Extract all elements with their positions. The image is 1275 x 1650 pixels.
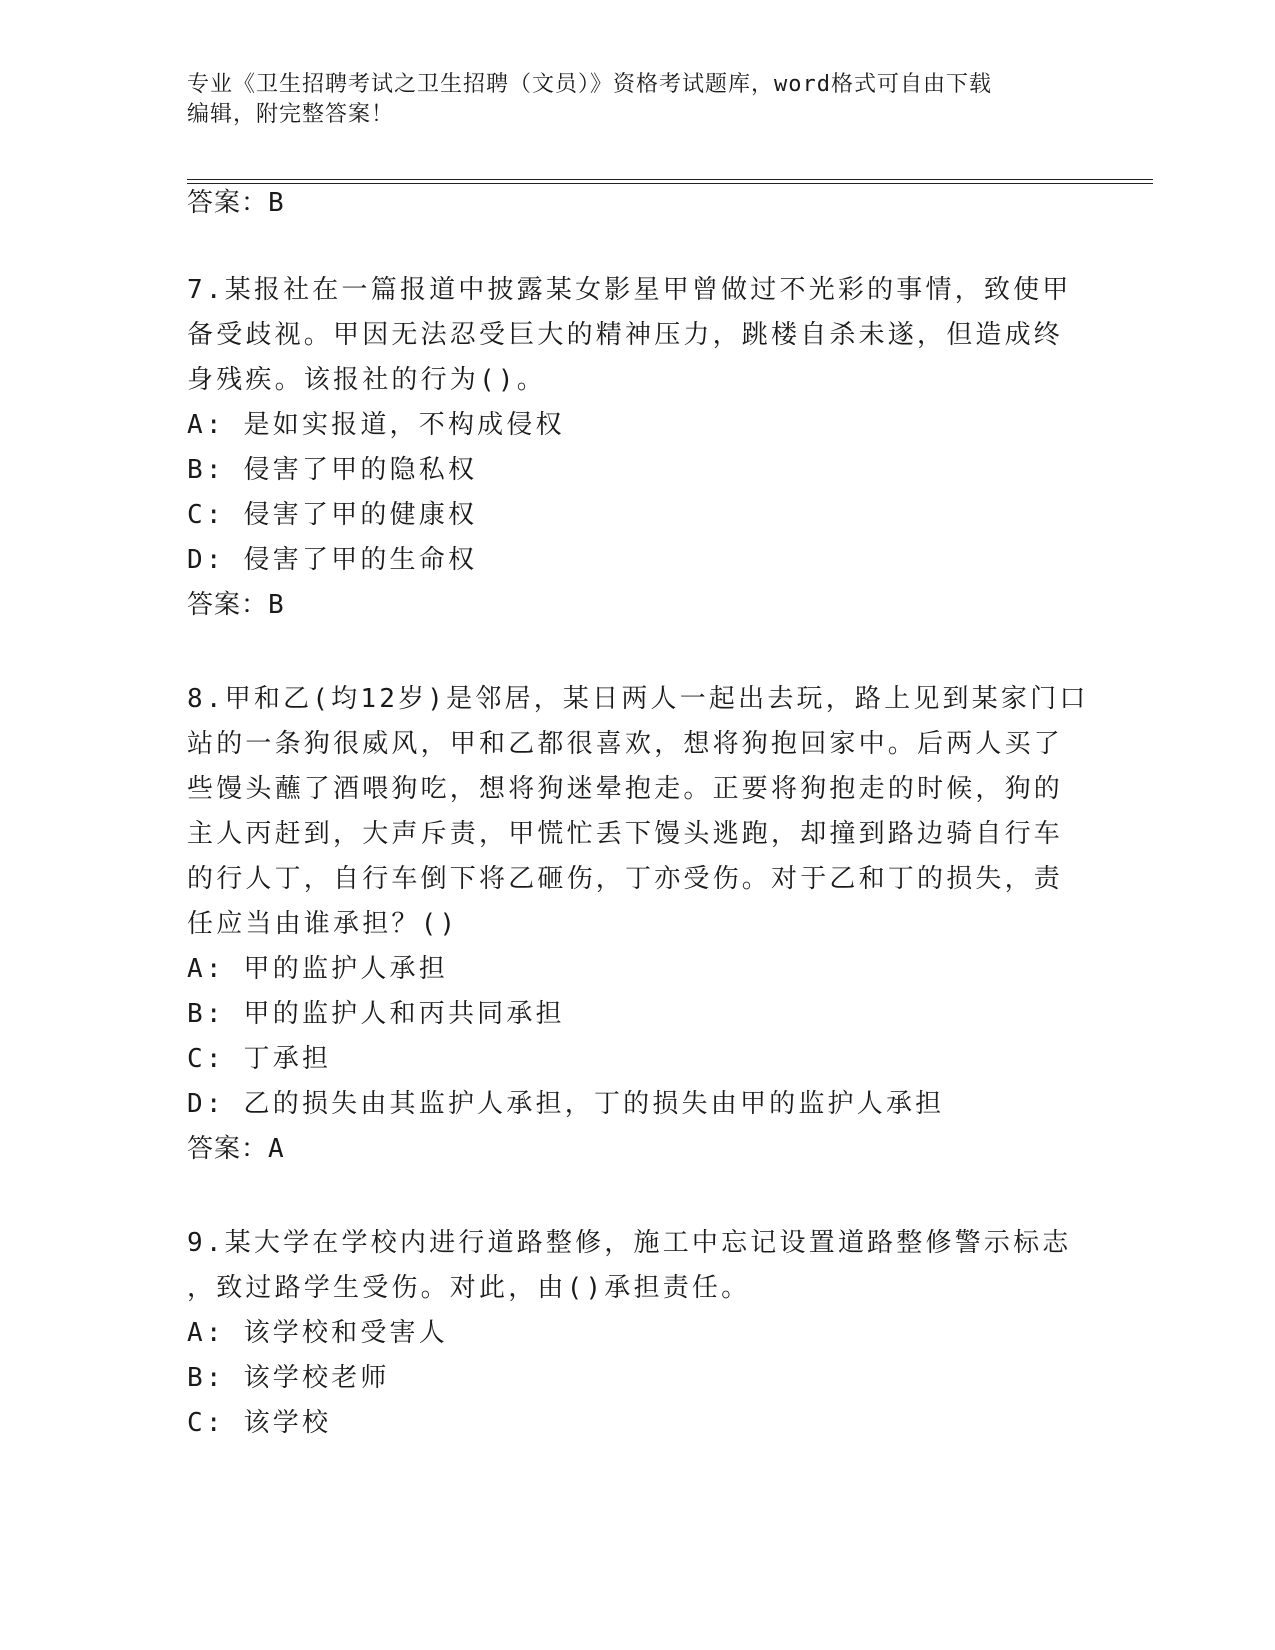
q7-option-c: C: 侵害了甲的健康权 — [187, 500, 478, 530]
q8-stem-line-6: 任应当由谁承担？() — [187, 909, 459, 939]
q9-stem-line-2: ，致过路学生受伤。对此，由()承担责任。 — [187, 1273, 751, 1303]
q8-option-a: A: 甲的监护人承担 — [187, 954, 448, 984]
q8-answer: 答案：A — [187, 1134, 285, 1164]
q8-stem-line-3: 些馒头蘸了酒喂狗吃，想将狗迷晕抱走。正要将狗抱走的时候，狗的 — [187, 774, 1064, 804]
q7-stem-line-2: 备受歧视。甲因无法忍受巨大的精神压力，跳楼自杀未遂，但造成终 — [187, 320, 1064, 350]
q9-option-b: B: 该学校老师 — [187, 1363, 390, 1393]
header-line-2: 编辑，附完整答案！ — [187, 102, 395, 127]
q7-stem-line-1: 7.某报社在一篇报道中披露某女影星甲曾做过不光彩的事情，致使甲 — [187, 275, 1072, 305]
q8-option-c: C: 丁承担 — [187, 1044, 332, 1074]
page-header — [187, 70, 1087, 130]
header-divider-top — [187, 179, 1153, 180]
q8-stem-line-1: 8.甲和乙(均12岁)是邻居，某日两人一起出去玩，路上见到某家门口 — [187, 684, 1089, 714]
q8-stem-line-4: 主人丙赶到，大声斥责，甲慌忙丢下馒头逃跑，却撞到路边骑自行车 — [187, 819, 1064, 849]
q8-stem-line-5: 的行人丁，自行车倒下将乙砸伤，丁亦受伤。对于乙和丁的损失，责 — [187, 864, 1064, 894]
q7-option-b: B: 侵害了甲的隐私权 — [187, 455, 478, 485]
q7-stem-line-3: 身残疾。该报社的行为()。 — [187, 365, 546, 395]
header-divider-bottom — [187, 183, 1153, 184]
q9-option-a: A: 该学校和受害人 — [187, 1318, 448, 1348]
q8-option-b: B: 甲的监护人和丙共同承担 — [187, 999, 565, 1029]
q8-stem-line-2: 站的一条狗很威风，甲和乙都很喜欢，想将狗抱回家中。后两人买了 — [187, 729, 1064, 759]
q7-option-d: D: 侵害了甲的生命权 — [187, 545, 478, 575]
q9-stem-line-1: 9.某大学在学校内进行道路整修，施工中忘记设置道路整修警示标志 — [187, 1228, 1072, 1258]
q7-answer: 答案：B — [187, 590, 285, 620]
q7-option-a: A: 是如实报道，不构成侵权 — [187, 410, 565, 440]
header-line-1: 专业《卫生招聘考试之卫生招聘（文员）》资格考试题库，word格式可自由下载 — [187, 72, 992, 97]
answer-previous: 答案：B — [187, 188, 285, 218]
q9-option-c: C: 该学校 — [187, 1408, 332, 1438]
q8-option-d: D: 乙的损失由其监护人承担，丁的损失由甲的监护人承担 — [187, 1089, 945, 1119]
